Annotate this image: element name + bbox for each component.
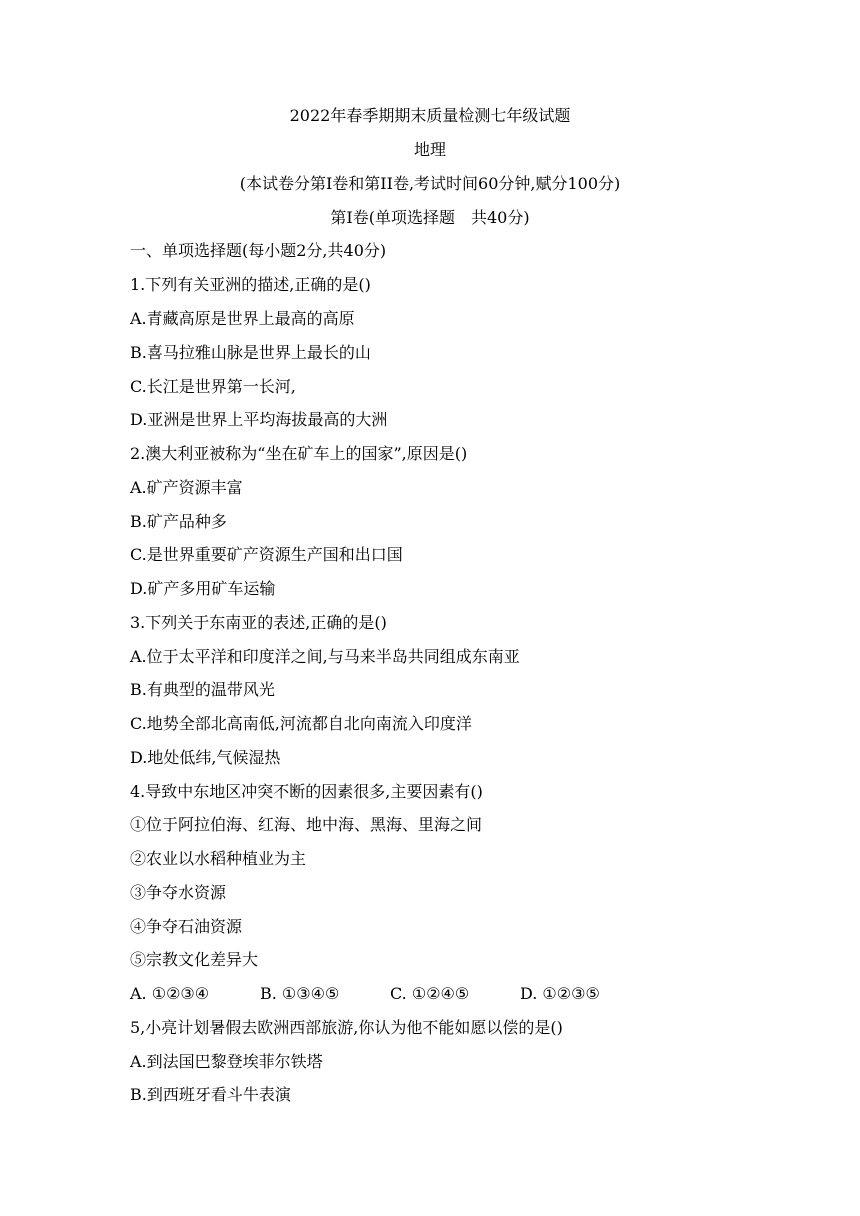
question-3-option-c: C.地势全部北高南低,河流都自北向南流入印度洋: [130, 714, 472, 733]
question-4-item-3: ③争夺水资源: [130, 883, 227, 902]
question-4-item-2: ②农业以水稻种植业为主: [130, 849, 307, 868]
section-heading: 一、单项选择题(每小题2分,共40分): [130, 241, 387, 260]
question-4-choice-a: A. ①②③④: [130, 984, 210, 1003]
question-5-option-b: B.到西班牙看斗牛表演: [130, 1085, 291, 1104]
question-1-option-d: D.亚洲是世界上平均海拔最高的大洲: [130, 410, 388, 429]
question-5-stem: 5,小亮计划暑假去欧洲西部旅游,你认为他不能如愿以偿的是(): [130, 1018, 563, 1037]
question-2-option-c: C.是世界重要矿产资源生产国和出口国: [130, 545, 403, 564]
question-4-choice-c: C. ①②④⑤: [390, 984, 470, 1003]
question-2-option-a: A.矿产资源丰富: [130, 478, 243, 497]
exam-note: (本试卷分第I卷和第II卷,考试时间60分钟,赋分100分): [239, 174, 621, 193]
question-2-stem: 2.澳大利亚被称为“坐在矿车上的国家”,原因是(): [130, 444, 468, 463]
question-1-option-a: A.青藏高原是世界上最高的高原: [130, 309, 355, 328]
exam-title: 2022年春季期期末质量检测七年级试题: [289, 106, 571, 125]
question-5-option-a: A.到法国巴黎登埃菲尔铁塔: [130, 1052, 323, 1071]
question-3-option-d: D.地处低纬,气候湿热: [130, 748, 281, 767]
question-3-stem: 3.下列关于东南亚的表述,正确的是(): [130, 613, 387, 632]
part-title: 第I卷(单项选择题 共40分): [330, 208, 530, 227]
question-1-stem: 1.下列有关亚洲的描述,正确的是(): [130, 275, 371, 294]
question-4-choice-d: D. ①②③⑤: [520, 984, 600, 1003]
subject-title: 地理: [413, 140, 446, 159]
question-3-option-b: B.有典型的温带风光: [130, 680, 275, 699]
question-2-option-d: D.矿产多用矿车运输: [130, 579, 276, 598]
question-4-item-4: ④争夺石油资源: [130, 917, 243, 936]
question-2-option-b: B.矿产品种多: [130, 512, 227, 531]
question-4-stem: 4.导致中东地区冲突不断的因素很多,主要因素有(): [130, 782, 483, 801]
question-3-option-a: A.位于太平洋和印度洋之间,与马来半岛共同组成东南亚: [130, 647, 520, 666]
question-1-option-b: B.喜马拉雅山脉是世界上最长的山: [130, 343, 371, 362]
question-4-item-1: ①位于阿拉伯海、红海、地中海、黑海、里海之间: [130, 815, 483, 834]
question-4-item-5: ⑤宗教文化差异大: [130, 950, 259, 969]
question-4-choice-b: B. ①③④⑤: [260, 984, 340, 1003]
question-1-option-c: C.长江是世界第一长河,: [130, 377, 296, 396]
